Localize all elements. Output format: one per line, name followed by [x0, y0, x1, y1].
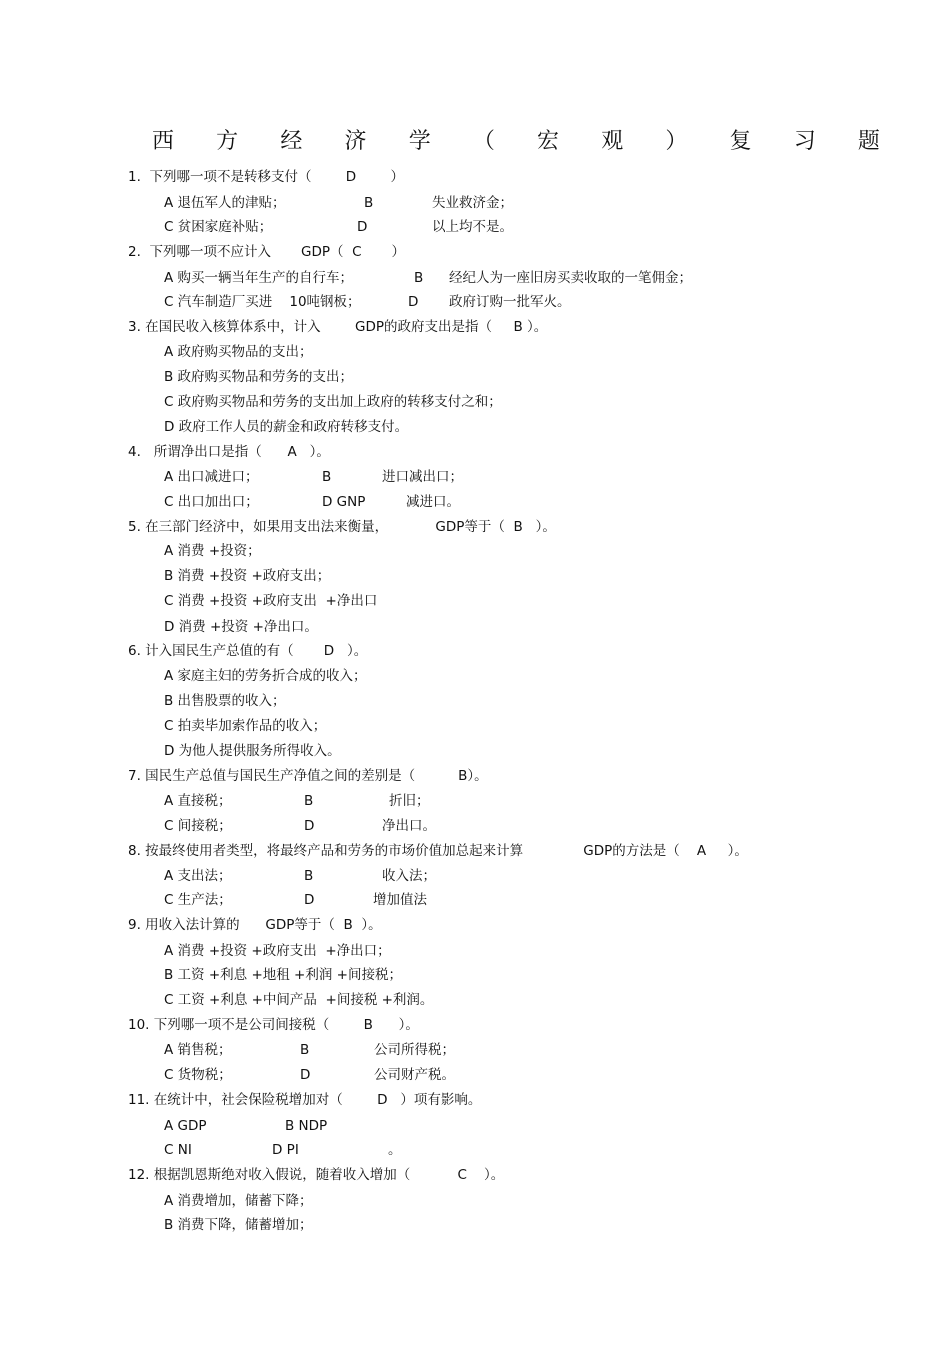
question-7: 7. 国民生产总值与国民生产净值之间的差别是（ B）。: [128, 768, 488, 784]
option-text: 以上均不是。: [432, 219, 513, 235]
title-char: 学: [408, 129, 431, 154]
option-text: D 政府工作人员的薪金和政府转移支付。: [164, 419, 409, 435]
option-text: A 退伍军人的津贴；: [164, 195, 286, 211]
option-letter: D GNP: [322, 494, 366, 510]
option-text: 失业救济金；: [432, 195, 513, 211]
option-text: A 直接税；: [164, 793, 232, 809]
title-char: 经: [280, 129, 303, 154]
title-char: 济: [344, 129, 367, 154]
title-char: 宏: [537, 129, 560, 154]
option-letter: D: [408, 294, 419, 310]
option-text: A 购买一辆当年生产的自行车；: [164, 270, 354, 286]
title-char: 观: [601, 129, 624, 154]
option-text: 经纪人为一座旧房买卖收取的一笔佣金；: [449, 270, 692, 286]
title-char: ）: [665, 129, 688, 154]
question-6: 6. 计入国民生产总值的有（ D ）。: [128, 643, 368, 659]
question-1: 1. 下列哪一项不是转移支付（ D ）: [128, 169, 405, 185]
title-char: 西: [152, 129, 175, 154]
option-text: C 工资 +利息 +中间产品 +间接税 +利润。: [164, 992, 434, 1008]
option-text: 减进口。: [406, 494, 460, 510]
question-3: 3. 在国民收入核算体系中，计入 GDP的政府支出是指（ B ）。: [128, 319, 548, 335]
option-letter: D: [304, 818, 315, 834]
option-text: A 家庭主妇的劳务折合成的收入；: [164, 668, 367, 684]
option-text: A 出口减进口；: [164, 469, 259, 485]
option-text: C 贫困家庭补贴；: [164, 219, 273, 235]
option-text: B 政府购买物品和劳务的支出；: [164, 369, 354, 385]
option-text: C 出口加出口；: [164, 494, 259, 510]
option-text: C NI: [164, 1142, 192, 1158]
option-text: A 消费 +投资 +政府支出 +净出口；: [164, 943, 391, 959]
option-letter: D: [357, 219, 368, 235]
option-text: C 货物税；: [164, 1067, 232, 1083]
option-text: A 政府购买物品的支出；: [164, 344, 313, 360]
question-9: 9. 用收入法计算的 GDP等于（ B ）。: [128, 917, 382, 933]
option-letter: B: [364, 195, 374, 211]
option-text: 净出口。: [382, 818, 436, 834]
option-text: C 消费 +投资 +政府支出 +净出口: [164, 593, 378, 609]
option-text: C 间接税；: [164, 818, 232, 834]
option-text: D PI: [272, 1142, 299, 1158]
option-letter: B: [414, 270, 424, 286]
option-text: 收入法；: [382, 868, 436, 884]
option-text: 进口减出口；: [382, 469, 463, 485]
option-text: C 生产法；: [164, 892, 232, 908]
question-8: 8. 按最终使用者类型，将最终产品和劳务的市场价值加总起来计算 GDP的方法是（ A ）。: [128, 843, 748, 859]
question-4: 4. 所谓净出口是指（ A ）。: [128, 444, 330, 460]
question-10: 10. 下列哪一项不是公司间接税（ B ）。: [128, 1017, 419, 1033]
option-text: 。: [388, 1142, 402, 1158]
option-text: B 消费下降，储蓄增加；: [164, 1217, 313, 1233]
title-char: （: [472, 129, 495, 154]
option-text: A 消费增加，储蓄下降；: [164, 1193, 313, 1209]
option-text: A 支出法；: [164, 868, 232, 884]
option-text: C 拍卖毕加索作品的收入；: [164, 718, 327, 734]
question-2: 2. 下列哪一项不应计入 GDP（ C ）: [128, 244, 406, 260]
option-text: 增加值法: [373, 892, 427, 908]
question-11: 11. 在统计中，社会保险税增加对（ D ）项有影响。: [128, 1092, 482, 1108]
option-text: C 政府购买物品和劳务的支出加上政府的转移支付之和；: [164, 394, 502, 410]
option-text: B 出售股票的收入；: [164, 693, 286, 709]
option-text: C 汽车制造厂买进 10吨钢板；: [164, 294, 361, 310]
option-text: D 为他人提供服务所得收入。: [164, 743, 341, 759]
title-char: 复: [729, 129, 752, 154]
title-char: 方: [216, 129, 239, 154]
option-letter: B: [304, 868, 314, 884]
option-text: B 工资 +利息 +地租 +利润 +间接税；: [164, 967, 402, 983]
option-text: 折旧；: [389, 793, 430, 809]
option-text: B NDP: [285, 1118, 328, 1134]
title-char: 习: [793, 129, 816, 154]
option-letter: D: [304, 892, 315, 908]
option-text: 政府订购一批军火。: [449, 294, 571, 310]
option-text: A GDP: [164, 1118, 207, 1134]
option-text: 公司所得税；: [374, 1042, 455, 1058]
page-title: [152, 126, 880, 158]
option-text: D 消费 +投资 +净出口。: [164, 619, 318, 635]
option-letter: B: [322, 469, 332, 485]
option-letter: D: [300, 1067, 311, 1083]
option-text: A 消费 +投资；: [164, 543, 261, 559]
title-char: 题: [857, 129, 880, 154]
question-5: 5. 在三部门经济中，如果用支出法来衡量， GDP等于（ B ）。: [128, 519, 556, 535]
option-letter: B: [300, 1042, 310, 1058]
question-12: 12. 根据凯恩斯绝对收入假说，随着收入增加（ C ）。: [128, 1167, 505, 1183]
option-letter: B: [304, 793, 314, 809]
option-text: A 销售税；: [164, 1042, 232, 1058]
option-text: B 消费 +投资 +政府支出；: [164, 568, 331, 584]
option-text: 公司财产税。: [374, 1067, 455, 1083]
